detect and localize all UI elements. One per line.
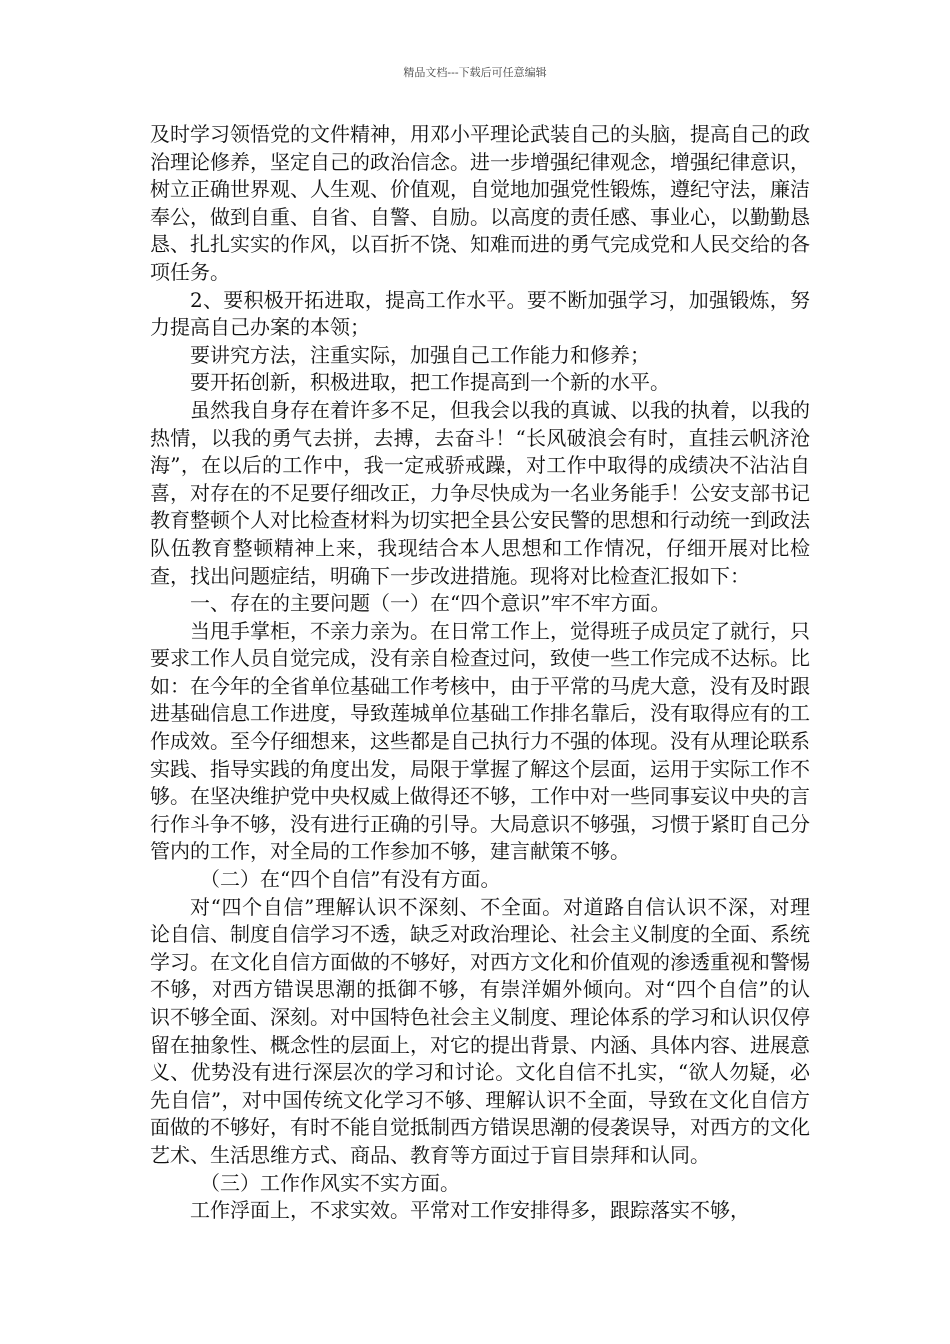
paragraph: 当甩手掌柜，不亲力亲为。在日常工作上，觉得班子成员定了就行，只要求工作人员自觉完成，没有亲自检查过问，致使一些工作完成不达标。比如：在今年的全省单位基础工作考核中，由于平常的马虎大意，没有及时跟进基础信息工作进度，导致莲城单位基础工作排名靠后，没有取得应有的工作成效。至今仔细想来，这些都是自己执行力不强的体现。没有从理论联系实践、指导实践的角度出发，局限于掌握了解这个层面，运用于实际工作不够。在坚决维护党中央权威上做得还不够，工作中对一些同事妄议中央的言行作斗争不够，没有进行正确的引导。大局意识不够强，习惯于紧盯自己分管内的工作，对全局的工作参加不够，建言献策不够。 (150, 618, 810, 864)
paragraph: 对“四个自信”理解认识不深刻、不全面。对道路自信认识不深，对理论自信、制度自信学习不透，缺乏对政治理论、社会主义制度的全面、系统学习。在文化自信方面做的不够好，对西方文化和价值观的渗透重视和警惕不够，对西方错误思潮的抵御不够，有崇洋媚外倾向。对“四个自信”的认识不够全面、深刻。对中国特色社会主义制度、理论体系的学习和认识仅停留在抽象性、概念性的层面上，对它的提出背景、内涵、具体内容、进展意义、优势没有进行深层次的学习和讨论。文化自信不扎实，“欲人勿疑，必先自信”，对中国传统文化学习不够、理解认识不全面，导致在文化自信方面做的不够好，有时不能自觉抵制西方错误思潮的侵袭误导，对西方的文化艺术、生活思维方式、商品、教育等方面过于盲目崇拜和认同。 (150, 894, 810, 1167)
paragraph: 工作浮面上，不求实效。平常对工作安排得多，跟踪落实不够， (190, 1198, 750, 1223)
section-heading: （三）工作作风实不实方面。 (200, 1170, 460, 1195)
section-heading: 一、存在的主要问题（一）在“四个意识”牢不牢方面。 (190, 591, 671, 616)
page-header: 精品文档---下载后可任意编辑 (403, 66, 547, 79)
section-heading: （二）在“四个自信”有没有方面。 (200, 867, 501, 892)
paragraph: 及时学习领悟党的文件精神，用邓小平理论武装自己的头脑，提高自己的政治理论修养，坚定自己的政治信念。进一步增强纪律观念，增强纪律意识，树立正确世界观、人生观、价值观，自觉地加强党性锻炼，遵纪守法，廉洁奉公，做到自重、自省、自警、自励。以高度的责任感、事业心，以勤勤恳恳、扎扎实实的作风，以百折不饶、知难而进的勇气完成党和人民交给的各项任务。 (150, 122, 810, 284)
paragraph: 要讲究方法，注重实际，加强自己工作能力和修养； (190, 342, 650, 367)
paragraph: 要开拓创新，积极进取，把工作提高到一个新的水平。 (190, 370, 670, 395)
document-body (150, 121, 810, 1225)
paragraph: 虽然我自身存在着许多不足，但我会以我的真诚、以我的执着，以我的热情，以我的勇气去拼，去搏，去奋斗！“长风破浪会有时，直挂云帆济沧海”，在以后的工作中，我一定戒骄戒躁，对工作中取得的成绩决不沾沾自喜，对存在的不足要仔细改正，力争尽快成为一名业务能手！公安支部书记教育整顿个人对比检查材料为切实把全县公安民警的思想和行动统一到政法队伍教育整顿精神上来，我现结合本人思想和工作情况，仔细开展对比检查，找出问题症结，明确下一步改进措施。现将对比检查汇报如下： (150, 397, 810, 588)
paragraph: 2、要积极开拓进取，提高工作水平。要不断加强学习，加强锻炼，努力提高自己办案的本领； (150, 287, 810, 340)
